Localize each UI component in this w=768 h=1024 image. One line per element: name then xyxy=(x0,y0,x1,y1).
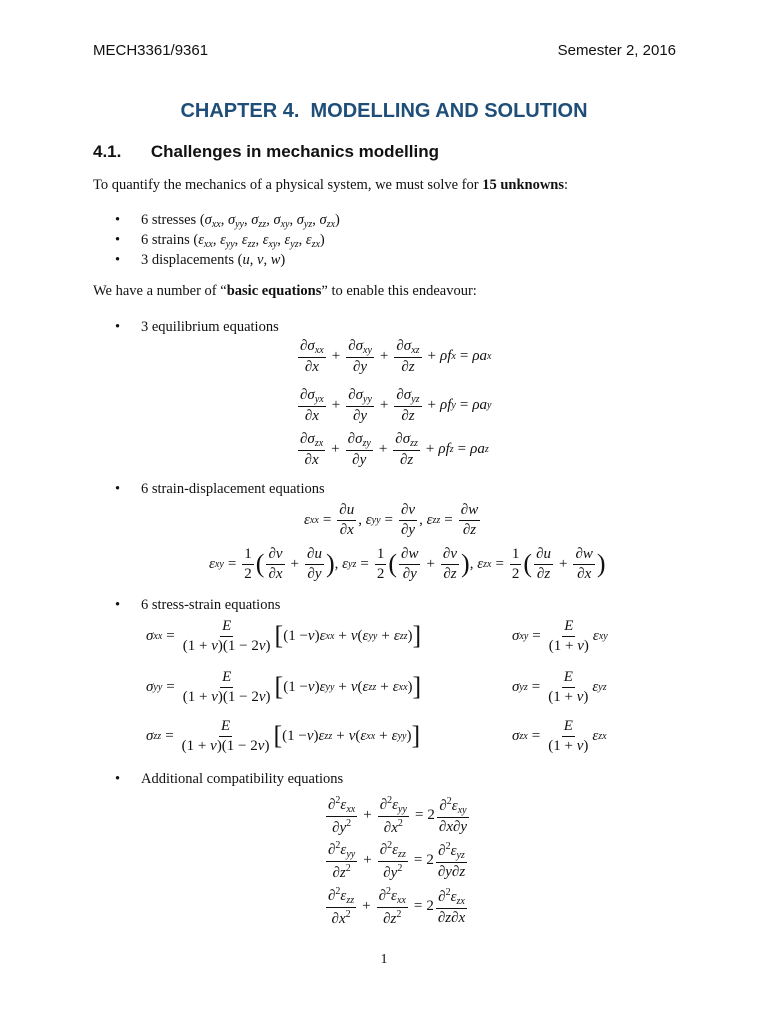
stress-strain-xx: σ xx = $\frac{E}{(1 + \nu)(1 - 2\nu)}$ [ (1 − ν ) ε xx + ν ( ε yy + ε zz ) ] xyxy=(146,618,422,654)
semester-label: Semester 2, 2016 xyxy=(557,42,676,59)
bullet-stress-strain: • 6 stress-strain equations xyxy=(115,597,281,613)
stress-strain-xy: σ xy = $\frac{E}{(1 + \nu)}$ ε xy xyxy=(512,618,608,654)
bullet-label: 6 strains xyxy=(141,232,190,248)
section-title: Challenges in mechanics modelling xyxy=(150,142,439,161)
compatibility-eq-xy: $\frac{\partial^2\varepsilon_{xx}}{\partial y^2}$ + $\frac{\partial^2\varepsilon_{yy}}{\partial x^2}$ = 2 $\frac{\partial^2\varepsilon_{xy}}{\partial x\partial y}$ xyxy=(328,795,468,836)
stress-strain-yy: σ yy = $\frac{E}{(1 + \nu)(1 - 2\nu)}$ [ (1 − ν ) ε yy + ν ( ε zz + ε xx ) ] xyxy=(146,669,422,705)
course-code: MECH3361/9361 xyxy=(93,42,209,59)
bullet-strains: • 6 strains ($\varepsilon_{xx}$, $\varepsilon_{yy}$, $\varepsilon_{zz}$, $\varepsilon_{xy}$, $\varepsilon_{yz}$, $\varepsilon_{zx}$) xyxy=(115,232,325,250)
strain-displacement-normal: ε xx = $\frac{\partial u}{\partial x}$ , ε yy = $\frac{\partial v}{\partial y}$ , ε zz = $\frac{\partial w}{\partial z}$ xyxy=(304,502,479,538)
equilibrium-eq-x: $\frac{\partial\sigma_{xx}}{\partial x}$ + $\frac{\partial\sigma_{xy}}{\partial y}$ + $\frac{\partial\sigma_{xz}}{\partial z}$ + ρf x = ρa x xyxy=(300,338,492,375)
intro-paragraph xyxy=(93,178,568,193)
chapter-name: MODELLING AND SOLUTION xyxy=(310,100,588,122)
chapter-label: CHAPTER 4. xyxy=(180,100,300,122)
bullet-compatibility: • Additional compatibility equations xyxy=(115,771,344,787)
intro-bold: 15 unknowns xyxy=(482,177,564,193)
bullet-strain-displacement: • 6 strain-displacement equations xyxy=(115,481,325,497)
bullet-label: 3 displacements xyxy=(141,252,235,268)
stress-strain-zz: σ zz = $\frac{E}{(1 + \nu)(1 - 2\nu)}$ [ (1 − ν ) ε zz + ν ( ε xx + ε yy ) ] xyxy=(146,718,421,754)
page-number: 1 xyxy=(380,952,388,967)
bullet-label: 6 stresses xyxy=(141,212,197,228)
strain-displacement-shear: ε xy = $\frac{1}{2}$ ( $\frac{\partial v}{\partial x}$ + $\frac{\partial u}{\partial y}$ ) , ε yz = $\frac{1}{2}$ ( $\frac{\partial w}{\partial y}$ + $\frac{\partial v}{\partial z}$ ) , ε zx = $\frac{1}{2}$ ( $\frac{\partial u}{\partial z}$ + $\frac{\partial w}{\partial x}$ ) xyxy=(209,546,606,582)
equilibrium-eq-z: $\frac{\partial\sigma_{zx}}{\partial x}$ + $\frac{\partial\sigma_{zy}}{\partial y}$ + $\frac{\partial\sigma_{zz}}{\partial z}$ + ρf z = ρa z xyxy=(300,431,489,468)
basic-paragraph xyxy=(93,284,477,299)
bullet-label: 6 stress-strain equations xyxy=(141,597,281,613)
bullet-displacements: • 3 displacements (u, v, w) xyxy=(115,252,286,268)
basic-pre: We have a number of “ xyxy=(93,283,227,299)
intro-tail: : xyxy=(564,177,569,193)
section-heading xyxy=(93,142,439,162)
bullet-label: Additional compatibility equations xyxy=(141,771,344,787)
bullet-equilibrium: • 3 equilibrium equations xyxy=(115,319,279,335)
stress-strain-zx: σ zx = $\frac{E}{(1 + \nu)}$ ε zx xyxy=(512,718,607,754)
stress-strain-yz: σ yz = $\frac{E}{(1 + \nu)}$ ε yz xyxy=(512,669,607,705)
basic-bold: basic equations xyxy=(226,283,322,299)
bullet-label: 3 equilibrium equations xyxy=(141,319,279,335)
bullet-label: 6 strain-displacement equations xyxy=(141,481,325,497)
intro-text: To quantify the mechanics of a physical system, we must solve for xyxy=(93,177,483,193)
basic-post: ” to enable this endeavour: xyxy=(321,283,477,299)
bullet-stresses: • 6 stresses ($\sigma_{xx}$, $\sigma_{yy}$, $\sigma_{zz}$, $\sigma_{xy}$, $\sigma_{yz}$, $\sigma_{zx}$) xyxy=(115,212,340,230)
chapter-title xyxy=(0,100,768,123)
compatibility-eq-zx: $\frac{\partial^2\varepsilon_{zz}}{\partial x^2}$ + $\frac{\partial^2\varepsilon_{xx}}{\partial z^2}$ = 2 $\frac{\partial^2\varepsilon_{zx}}{\partial z\partial x}$ xyxy=(328,886,466,927)
equilibrium-eq-y: $\frac{\partial\sigma_{yx}}{\partial x}$ + $\frac{\partial\sigma_{yy}}{\partial y}$ + $\frac{\partial\sigma_{yz}}{\partial z}$ + ρf y = ρa y xyxy=(300,387,492,424)
compatibility-eq-yz: $\frac{\partial^2\varepsilon_{yy}}{\partial z^2}$ + $\frac{\partial^2\varepsilon_{zz}}{\partial y^2}$ = 2 $\frac{\partial^2\varepsilon_{yz}}{\partial y\partial z}$ xyxy=(328,840,466,881)
section-number: 4.1. xyxy=(93,142,122,161)
